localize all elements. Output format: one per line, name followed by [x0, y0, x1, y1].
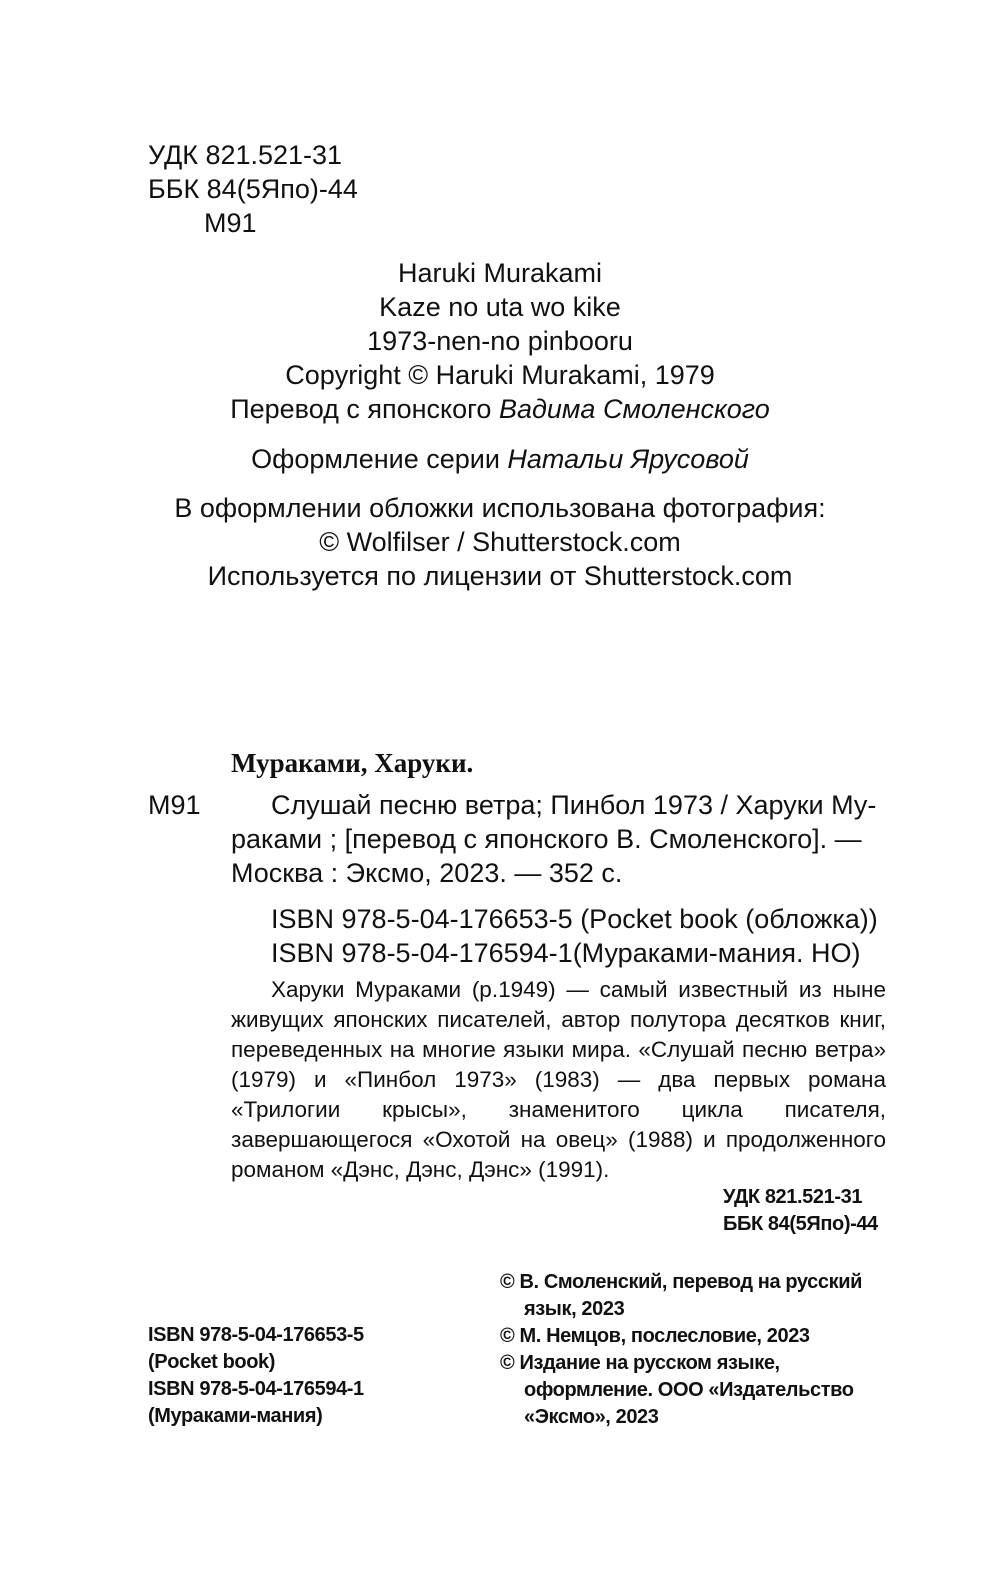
bbk-bottom-code: ББК 84(5Япо)-44: [723, 1213, 878, 1235]
cover-photo-line-3: Используется по лицензии от Shutterstock.com: [207, 561, 793, 591]
isbn-bottom-line-4: (Мураками-мания): [148, 1405, 323, 1427]
original-edition-block: [0, 256, 1000, 426]
isbn-bottom-line-2: (Pocket book): [148, 1351, 276, 1373]
udk-bottom-code: УДК 821.521-31: [723, 1186, 863, 1208]
catalog-mark: М91: [148, 790, 201, 820]
series-design-prefix: Оформление серии: [251, 444, 508, 474]
copyright-edition: © Издание на русском языке,: [500, 1352, 780, 1374]
original-title-1: Kaze no uta wo kike: [379, 292, 621, 322]
udk-bbk-block: [148, 138, 358, 240]
catalog-heading: Мураками, Харуки.: [231, 748, 474, 778]
cover-photo-line-1: В оформлении обложки использована фотография:: [174, 493, 826, 523]
isbn-bottom-line-3: ISBN 978-5-04-176594-1: [148, 1378, 364, 1400]
copyright-translation-cont: язык, 2023: [524, 1298, 625, 1320]
author-mark: М91: [204, 208, 257, 238]
catalog-line-1: Слушай песню ветра; Пинбол 1973 / Харуки Му-: [271, 790, 877, 820]
udk-bbk-bottom: [723, 1184, 878, 1238]
udk-code: УДК 821.521-31: [148, 140, 343, 170]
copyright-line: Copyright © Haruki Murakami, 1979: [285, 360, 715, 390]
copyrights-block: [500, 1269, 862, 1431]
translator-name: Вадима Смоленского: [498, 394, 770, 424]
catalog-isbn-1: ISBN 978-5-04-176653-5 (Pocket book (обложка)): [271, 904, 878, 934]
copyright-edition-cont-1: оформление. ООО «Издательство: [524, 1379, 854, 1401]
original-author: Haruki Murakami: [397, 258, 603, 288]
translation-line: [0, 392, 1000, 426]
catalog-isbn-2: ISBN 978-5-04-176594-1(Мураками-мания. НО): [271, 938, 861, 968]
catalog-line-2: раками ; [перевод с японского В. Смоленского]. —: [231, 824, 862, 854]
series-designer-name: Натальи Ярусовой: [507, 444, 749, 474]
series-design-line: [0, 442, 1000, 476]
cover-photo-credit: [0, 491, 1000, 593]
cover-photo-line-2: © Wolfilser / Shutterstock.com: [319, 527, 681, 557]
original-title-2: 1973-nen-no pinbooru: [367, 326, 633, 356]
isbn-bottom-block: [148, 1322, 364, 1430]
translation-prefix: Перевод с японского: [230, 394, 499, 424]
isbn-bottom-line-1: ISBN 978-5-04-176653-5: [148, 1324, 364, 1346]
copyright-translation: © В. Смоленский, перевод на русский: [500, 1271, 862, 1293]
bbk-code: ББК 84(5Япо)-44: [148, 174, 358, 204]
annotation-paragraph: Харуки Мураками (р.1949) — самый известный из ныне живущих японских писателей, автор полутора десятков книг, переведенных на многие языки мира. «Слушай песню ветра» (1979) и «Пинбол 1973» (1983) — два первых романа «Трилогии крысы», знаменитого цикла писателя, завершающегося «Охотой на овец» (1988) и продолженного романом «Дэнс, Дэнс, Дэнс» (1991).: [231, 977, 886, 1182]
catalog-line-3: Москва : Эксмо, 2023. — 352 с.: [231, 858, 623, 888]
copyright-edition-cont-2: «Эксмо», 2023: [524, 1406, 659, 1428]
copyright-afterword: © М. Немцов, послесловие, 2023: [500, 1325, 810, 1347]
